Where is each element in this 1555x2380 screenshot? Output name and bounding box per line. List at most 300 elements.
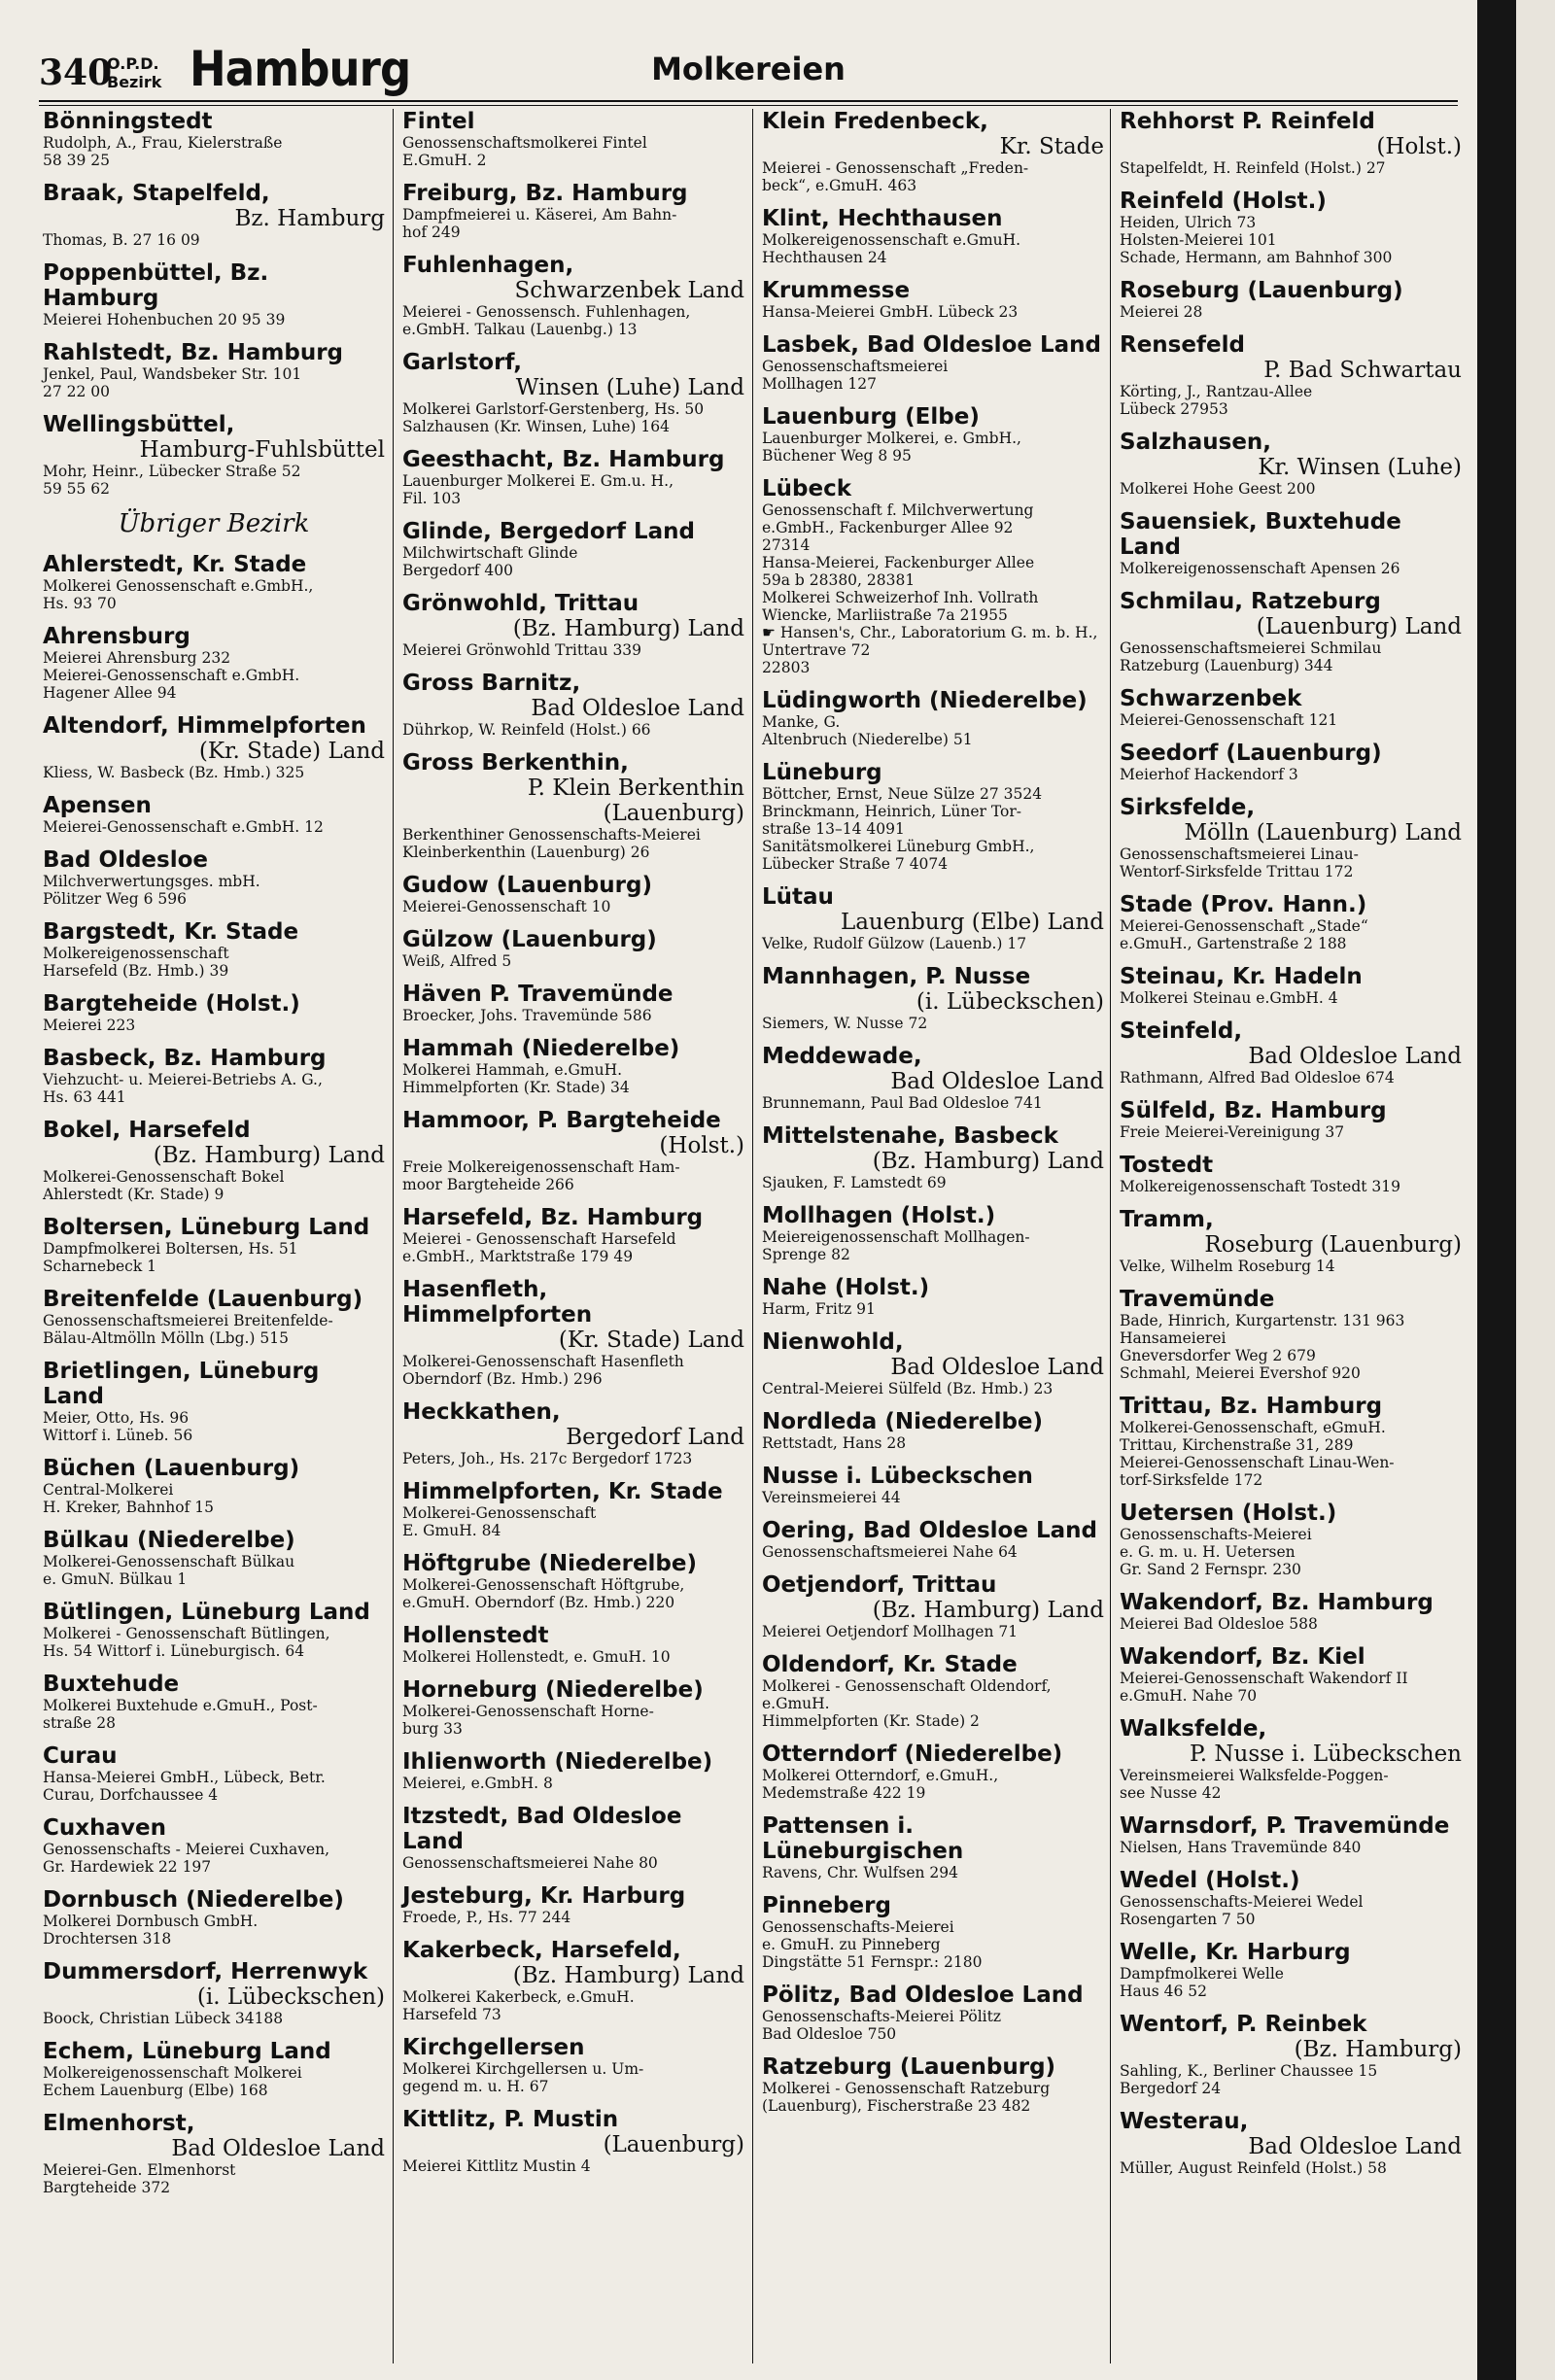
entry xyxy=(1120,189,1462,266)
entry-place-district: Bad Oldesloe Land xyxy=(171,2136,385,2161)
entry-place xyxy=(43,793,385,818)
entry-detail: Hansameierei xyxy=(1120,1329,1227,1347)
entry-detail: Meierei-Genossenschaft Wakendorf II xyxy=(1120,1670,1408,1687)
entry-place xyxy=(43,1456,385,1481)
entry-place xyxy=(402,1399,744,1425)
entry-detail: Meierei - Genossensch. Fuhlenhagen, xyxy=(402,303,691,321)
entry-place-name: Bönningstedt xyxy=(43,109,213,134)
entry-detail: Genossenschaftsmeierei xyxy=(762,358,949,375)
entry-place xyxy=(402,1036,744,1061)
entry-detail: Holsten-Meierei 101 xyxy=(1120,231,1277,249)
column-2 xyxy=(402,109,744,2187)
entry-detail: Meier, Otto, Hs. 96 xyxy=(43,1409,190,1427)
entry-place-name: Wellingsbüttel, xyxy=(43,412,235,437)
entry-place xyxy=(1120,2109,1462,2134)
entry-detail: Gr. Hardewiek 22 197 xyxy=(43,1858,212,1876)
entry-detail: Harsefeld (Bz. Hmb.) 39 xyxy=(43,962,229,980)
entry-place xyxy=(402,1108,744,1133)
entry-place-name: Freiburg, Bz. Hamburg xyxy=(402,181,688,206)
entry-place-name: Reinfeld (Holst.) xyxy=(1120,189,1327,214)
entry-place-name: Gross Berkenthin, xyxy=(402,750,629,776)
entry-place-name: Breitenfelde (Lauenburg) xyxy=(43,1287,363,1312)
entry xyxy=(762,332,1104,393)
entry xyxy=(1120,1813,1462,1856)
entry-place xyxy=(762,278,1104,303)
entry xyxy=(402,1277,744,1388)
entry-detail: Körting, J., Rantzau-Allee xyxy=(1120,383,1313,400)
entry xyxy=(762,688,1104,748)
entry-place-name: Itzstedt, Bad Oldesloe Land xyxy=(402,1804,682,1854)
entry-detail: Curau, Dorfchaussee 4 xyxy=(43,1786,219,1804)
entry-place-name: Hasenfleth, Himmelpforten xyxy=(402,1277,593,1328)
entry-place xyxy=(402,1205,744,1230)
entry-detail: Mohr, Heinr., Lübecker Straße 52 xyxy=(43,463,301,480)
entry-place xyxy=(43,847,385,873)
entry-place-district: Hamburg-Fuhlsbüttel xyxy=(139,437,385,463)
entry-detail: Molkerei-Genossenschaft xyxy=(402,1504,597,1522)
entry xyxy=(1120,1394,1462,1489)
entry xyxy=(43,624,385,702)
entry-place xyxy=(1120,1590,1462,1615)
entry-place xyxy=(402,447,744,472)
entry-place xyxy=(402,2107,744,2132)
entry-detail: Viehzucht- u. Meierei-Betriebs A. G., xyxy=(43,1071,323,1088)
entry-place-name: Hammah (Niederelbe) xyxy=(402,1036,680,1061)
entry-place-district: (Kr. Stade) Land xyxy=(558,1328,744,1353)
entry-place xyxy=(762,476,1104,501)
entry xyxy=(762,1203,1104,1263)
entry-detail: Molkereigenossenschaft Molkerei xyxy=(43,2064,302,2082)
entry-place-name: Bütlingen, Lüneburg Land xyxy=(43,1600,370,1625)
entry-detail: Genossenschafts-Meierei Pölitz xyxy=(762,2008,1002,2025)
entry-place xyxy=(1120,795,1462,820)
entry-place-district: P. Bad Schwartau xyxy=(1263,358,1462,383)
entry xyxy=(762,476,1104,676)
entry xyxy=(43,1118,385,1203)
entry-place-name: Lauenburg (Elbe) xyxy=(762,404,980,430)
entry-detail: torf-Sirksfelde 172 xyxy=(1120,1471,1263,1489)
entry-detail: Meierei Oetjendorf Mollhagen 71 xyxy=(762,1623,1019,1640)
entry xyxy=(1120,589,1462,674)
entry-place xyxy=(1120,1940,1462,1965)
entry-place-name: Büchen (Lauenburg) xyxy=(43,1456,300,1481)
entry-place-name: Basbeck, Bz. Hamburg xyxy=(43,1046,327,1071)
entry-detail: Meierei, e.GmbH. 8 xyxy=(402,1775,553,1792)
entry-place-district: Bz. Hamburg xyxy=(234,206,385,231)
entry-place-name: Häven P. Travemünde xyxy=(402,982,674,1007)
entry-detail: Velke, Rudolf Gülzow (Lauenb.) 17 xyxy=(762,935,1027,952)
entry-place xyxy=(762,2054,1104,2080)
entry-detail: Molkerei Kakerbeck, e.GmuH. xyxy=(402,1988,635,2006)
entry-place-name: Krummesse xyxy=(762,278,911,303)
entry-detail: Thomas, B. 27 16 09 xyxy=(43,231,200,249)
entry-place xyxy=(1120,2012,1462,2037)
entry-detail: Hansa-Meierei GmbH., Lübeck, Betr. xyxy=(43,1769,326,1786)
page-number: 340 xyxy=(39,52,113,93)
entry-place-name: Grönwohld, Trittau xyxy=(402,591,639,616)
entry-detail: Meierhof Hackendorf 3 xyxy=(1120,766,1298,783)
entry-detail: Freie Molkereigenossenschaft Ham- xyxy=(402,1158,680,1176)
entry-place xyxy=(762,1652,1104,1677)
entry-place-name: Nahe (Holst.) xyxy=(762,1275,930,1300)
entry-detail: Meierei Kittlitz Mustin 4 xyxy=(402,2157,591,2175)
entry-place-district: Bergedorf Land xyxy=(566,1425,744,1450)
entry-detail: 22803 xyxy=(762,659,811,676)
entry xyxy=(1120,2109,1462,2177)
entry-place xyxy=(762,1203,1104,1228)
entry-place xyxy=(1120,430,1462,455)
entry-place-district: P. Klein Berkenthin (Lauenburg) xyxy=(527,776,744,826)
entry xyxy=(402,181,744,241)
entry xyxy=(762,1742,1104,1802)
entry-place xyxy=(402,109,744,134)
entry-detail: e. G. m. u. H. Uetersen xyxy=(1120,1543,1296,1561)
entry-place xyxy=(1120,1716,1462,1742)
entry-place-name: Sirksfelde, xyxy=(1120,795,1256,820)
entry-place-name: Höftgrube (Niederelbe) xyxy=(402,1551,698,1576)
entry xyxy=(402,1883,744,1926)
entry-place-name: Warnsdorf, P. Travemünde xyxy=(1120,1813,1450,1839)
entry-place-name: Apensen xyxy=(43,793,152,818)
entry-detail: Hechthausen 24 xyxy=(762,249,887,266)
entry-place xyxy=(43,1887,385,1913)
entry-place-name: Rahlstedt, Bz. Hamburg xyxy=(43,340,344,365)
entry xyxy=(43,919,385,980)
entry-place-name: Bülkau (Niederelbe) xyxy=(43,1528,295,1553)
entry-place xyxy=(43,624,385,649)
entry xyxy=(402,982,744,1024)
entry-detail: e.GmbH. Talkau (Lauenbg.) 13 xyxy=(402,321,638,338)
entry xyxy=(1120,1500,1462,1578)
entry-place xyxy=(1120,109,1462,134)
entry-detail: (Lauenburg), Fischerstraße 23 482 xyxy=(762,2097,1031,2115)
entry-place xyxy=(43,2111,385,2136)
entry-place xyxy=(1120,741,1462,766)
entry-detail: ☛ Hansen's, Chr., Laboratorium G. m. b. H., Untertrave 72 xyxy=(762,624,1098,659)
entry-place-district: (Kr. Stade) Land xyxy=(198,739,385,764)
entry-place-name: Lübeck xyxy=(762,476,852,501)
entry-detail: Genossenschaft f. Milchverwertung xyxy=(762,501,1034,519)
entry xyxy=(762,1044,1104,1112)
entry-detail: Genossenschaftsmeierei Schmilau xyxy=(1120,639,1382,657)
entry-place xyxy=(762,1275,1104,1300)
entry-detail: E. GmuH. 84 xyxy=(402,1522,501,1539)
entry-detail: Molkerei - Genossenschaft Oldendorf, xyxy=(762,1677,1052,1695)
entry-place xyxy=(762,404,1104,430)
entry-place xyxy=(1120,278,1462,303)
entry xyxy=(43,1046,385,1106)
entry-place xyxy=(43,1528,385,1553)
entry-detail: Hansa-Meierei GmbH. Lübeck 23 xyxy=(762,303,1019,321)
entry xyxy=(43,2039,385,2099)
entry xyxy=(43,1959,385,2027)
entry xyxy=(43,1672,385,1732)
entry xyxy=(402,447,744,507)
entry xyxy=(1120,1018,1462,1087)
entry-detail: Hs. 54 Wittorf i. Lüneburgisch. 64 xyxy=(43,1642,305,1660)
entry-detail: Müller, August Reinfeld (Holst.) 58 xyxy=(1120,2159,1387,2177)
entry-place xyxy=(43,1118,385,1143)
entry-place-name: Seedorf (Lauenburg) xyxy=(1120,741,1382,766)
entry-detail: Manke, G. xyxy=(762,713,841,731)
entry-place-name: Heckkathen, xyxy=(402,1399,561,1425)
entry-place-name: Stade (Prov. Hann.) xyxy=(1120,892,1367,917)
entry-place-name: Ihlienworth (Niederelbe) xyxy=(402,1749,713,1775)
entry-place xyxy=(402,1277,744,1328)
entry-place-name: Kakerbeck, Harsefeld, xyxy=(402,1938,681,1963)
entry-place-name: Oering, Bad Oldesloe Land xyxy=(762,1518,1097,1543)
entry-place-name: Welle, Kr. Harburg xyxy=(1120,1940,1351,1965)
entry-detail: Milchverwertungsges. mbH. xyxy=(43,873,260,890)
entry-place-district: Bad Oldesloe Land xyxy=(1248,2134,1462,2159)
entry xyxy=(43,181,385,249)
entry-detail: Molkereigenossenschaft xyxy=(43,945,229,962)
entry xyxy=(402,1623,744,1666)
entry-detail: Meierei 223 xyxy=(43,1017,136,1034)
entry xyxy=(402,1804,744,1872)
entry xyxy=(1120,1868,1462,1928)
entry-detail: 27 22 00 xyxy=(43,383,111,400)
entry-detail: Vereinsmeierei Walksfelde-Poggen- xyxy=(1120,1767,1389,1784)
entry-detail: Genossenschafts-Meierei Wedel xyxy=(1120,1893,1364,1911)
header-rule-thin xyxy=(39,105,1458,106)
entry-place-name: Sülfeld, Bz. Hamburg xyxy=(1120,1098,1387,1123)
entry-place-district: (Bz. Hamburg) Land xyxy=(872,1149,1104,1174)
entry xyxy=(1120,278,1462,321)
entry-detail: Molkerei Garlstorf-Gerstenberg, Hs. 50 xyxy=(402,400,705,418)
entry xyxy=(43,552,385,612)
entry-place-name: Roseburg (Lauenburg) xyxy=(1120,278,1403,303)
header-rule xyxy=(39,100,1458,102)
entry xyxy=(762,1572,1104,1640)
entry-place-name: Cuxhaven xyxy=(43,1815,166,1841)
entry xyxy=(1120,795,1462,880)
entry xyxy=(762,206,1104,266)
entry xyxy=(43,1456,385,1516)
entry xyxy=(762,1464,1104,1506)
entry xyxy=(43,991,385,1034)
column-4 xyxy=(1120,109,1462,2189)
bezirk-text: Bezirk xyxy=(107,73,162,91)
district-title: Hamburg xyxy=(190,41,411,97)
entry-place-name: Pattensen i. Lüneburgischen xyxy=(762,1813,964,1864)
entry xyxy=(43,847,385,908)
entry-detail: Himmelpforten (Kr. Stade) 34 xyxy=(402,1079,630,1096)
entry-place-district: (Lauenburg) Land xyxy=(1256,614,1462,639)
entry-place-district: (i. Lübeckschen) xyxy=(916,989,1104,1015)
entry-place-name: Fintel xyxy=(402,109,475,134)
entry xyxy=(1120,509,1462,577)
entry-detail: Meierei-Genossenschaft 121 xyxy=(1120,711,1338,729)
entry-place-district: Lauenburg (Elbe) Land xyxy=(840,910,1104,935)
entry-detail: e. GmuH. zu Pinneberg xyxy=(762,1936,941,1953)
entry-place xyxy=(402,1883,744,1909)
entry-detail: gegend m. u. H. 67 xyxy=(402,2078,549,2095)
entry xyxy=(402,671,744,739)
entry-place-district: (i. Lübeckschen) xyxy=(196,1984,385,2010)
entry xyxy=(762,404,1104,465)
entry-place-name: Meddewade, xyxy=(762,1044,922,1069)
entry-detail: e.GmuH., Gartenstraße 2 188 xyxy=(1120,935,1347,952)
entry-place-name: Kirchgellersen xyxy=(402,2035,585,2060)
entry xyxy=(762,278,1104,321)
entry-detail: Scharnebeck 1 xyxy=(43,1258,157,1275)
entry-detail: Molkerei Dornbusch GmbH. xyxy=(43,1913,259,1930)
entry-place xyxy=(43,1815,385,1841)
entry-place-district: Kr. Winsen (Luhe) xyxy=(1258,455,1462,480)
entry-place xyxy=(762,1123,1104,1149)
entry-detail: Brinckmann, Heinrich, Lüner Tor- xyxy=(762,803,1021,820)
entry-place-name: Schwarzenbek xyxy=(1120,686,1302,711)
entry-place xyxy=(762,884,1104,910)
entry-place xyxy=(762,1464,1104,1489)
entry-place xyxy=(402,1749,744,1775)
entry-place-district: (Lauenburg) xyxy=(603,2132,744,2157)
entry-detail: Meierei Grönwohld Trittau 339 xyxy=(402,641,642,659)
entry-detail: Molkerei Otterndorf, e.GmuH., xyxy=(762,1767,999,1784)
entry-place xyxy=(1120,509,1462,560)
entry-place-name: Mannhagen, P. Nusse xyxy=(762,964,1031,989)
entry-detail: Sprenge 82 xyxy=(762,1246,850,1263)
entry-place xyxy=(43,991,385,1017)
entry-detail: Haus 46 52 xyxy=(1120,1983,1207,2000)
entry-place xyxy=(402,591,744,616)
entry-place-name: Elmenhorst, xyxy=(43,2111,195,2136)
entry xyxy=(43,793,385,836)
entry xyxy=(43,1743,385,1804)
entry-place-district: Kr. Stade xyxy=(999,134,1104,159)
entry-place-name: Jesteburg, Kr. Harburg xyxy=(402,1883,686,1909)
entry-place-name: Mollhagen (Holst.) xyxy=(762,1203,996,1228)
entry xyxy=(1120,2012,1462,2097)
entry-place-name: Klint, Hechthausen xyxy=(762,206,1003,231)
entry-detail: Brunnemann, Paul Bad Oldesloe 741 xyxy=(762,1094,1043,1112)
entry-detail: 27314 xyxy=(762,536,811,554)
entry-place xyxy=(762,1813,1104,1864)
entry-place-name: Garlstorf, xyxy=(402,350,522,375)
entry-place-name: Walksfelde, xyxy=(1120,1716,1267,1742)
entry-detail: Meierei Bad Oldesloe 588 xyxy=(1120,1615,1318,1633)
entry-place-name: Wedel (Holst.) xyxy=(1120,1868,1300,1893)
entry-detail: Harsefeld 73 xyxy=(402,2006,501,2023)
entry-detail: Molkerei-Genossenschaft Hasenfleth xyxy=(402,1353,684,1370)
entry xyxy=(402,2107,744,2175)
entry-place-district: Mölln (Lauenburg) Land xyxy=(1184,820,1462,845)
entry xyxy=(762,964,1104,1032)
entry-detail: Bad Oldesloe 750 xyxy=(762,2025,897,2043)
entry-detail: Hansa-Meierei, Fackenburger Allee xyxy=(762,554,1035,571)
entry-detail: Himmelpforten (Kr. Stade) 2 xyxy=(762,1712,980,1730)
entry-place-name: Rehhorst P. Reinfeld xyxy=(1120,109,1375,134)
entry-detail: Kliess, W. Basbeck (Bz. Hmb.) 325 xyxy=(43,764,305,781)
entry-detail: Jenkel, Paul, Wandsbeker Str. 101 xyxy=(43,365,302,383)
entry-place-name: Nusse i. Lübeckschen xyxy=(762,1464,1033,1489)
entry-place-name: Hollenstedt xyxy=(402,1623,549,1648)
entry-detail: Molkerei Buxtehude e.GmuH., Post- xyxy=(43,1697,318,1714)
entry-place xyxy=(43,1287,385,1312)
entry-detail: Hagener Allee 94 xyxy=(43,684,177,702)
entry-place xyxy=(402,253,744,278)
entry-detail: Freie Meierei-Vereinigung 37 xyxy=(1120,1123,1345,1141)
entry-detail: Boock, Christian Lübeck 34188 xyxy=(43,2010,284,2027)
entry xyxy=(1120,1590,1462,1633)
entry xyxy=(402,109,744,169)
entry-place-name: Bargteheide (Holst.) xyxy=(43,991,300,1017)
entry-place-district: (Bz. Hamburg) Land xyxy=(153,1143,385,1168)
entry-place-name: Bargstedt, Kr. Stade xyxy=(43,919,299,945)
entry-detail: Central-Meierei Sülfeld (Bz. Hmb.) 23 xyxy=(762,1380,1054,1397)
entry-place-name: Lüneburg xyxy=(762,760,882,785)
entry-detail: Molkereigenossenschaft Apensen 26 xyxy=(1120,560,1400,577)
entry-place xyxy=(762,760,1104,785)
entry-detail: Lauenburger Molkerei, e. GmbH., xyxy=(762,430,1021,447)
column-divider xyxy=(1110,109,1111,2363)
entry xyxy=(43,713,385,781)
entry xyxy=(1120,430,1462,498)
entry xyxy=(402,1749,744,1792)
entry-detail: Sahling, K., Berliner Chaussee 15 xyxy=(1120,2062,1378,2080)
entry xyxy=(43,1287,385,1347)
entry-detail: Wiencke, Marliistraße 7a 21955 xyxy=(762,606,1008,624)
entry-place-district: Schwarzenbek Land xyxy=(514,278,744,303)
entry-place xyxy=(402,750,744,776)
entry-place-district: (Bz. Hamburg) xyxy=(1294,2037,1462,2062)
entry-detail: Böttcher, Ernst, Neue Sülze 27 3524 xyxy=(762,785,1043,803)
entry-place-name: Tostedt xyxy=(1120,1153,1214,1178)
entry-place xyxy=(43,1600,385,1625)
entry xyxy=(1120,1644,1462,1705)
entry-place-name: Oldendorf, Kr. Stade xyxy=(762,1652,1018,1677)
entry-detail: Meierei-Gen. Elmenhorst xyxy=(43,2161,236,2179)
entry-place xyxy=(43,1672,385,1697)
entry-place-name: Gudow (Lauenburg) xyxy=(402,873,652,898)
entry-place xyxy=(43,552,385,577)
entry xyxy=(1120,1098,1462,1141)
entry-place xyxy=(1120,686,1462,711)
entry-detail: Milchwirtschaft Glinde xyxy=(402,544,578,562)
entry-detail: hof 249 xyxy=(402,224,461,241)
entry-detail: Molkerei-Genossenschaft Bokel xyxy=(43,1168,285,1186)
entry-detail: Velke, Wilhelm Roseburg 14 xyxy=(1120,1258,1335,1275)
entry-place xyxy=(43,181,385,206)
entry-detail: Heiden, Ulrich 73 xyxy=(1120,214,1257,231)
entry-detail: moor Bargteheide 266 xyxy=(402,1176,574,1193)
entry-place xyxy=(43,1359,385,1409)
entry xyxy=(402,253,744,338)
entry xyxy=(402,1036,744,1096)
entry-detail: Sanitätsmolkerei Lüneburg GmbH., xyxy=(762,838,1035,855)
entry-detail: Rettstadt, Hans 28 xyxy=(762,1434,907,1452)
entry-place-name: Poppenbüttel, Bz. Hamburg xyxy=(43,260,269,311)
entry-place xyxy=(402,873,744,898)
entry-place-name: Fuhlenhagen, xyxy=(402,253,574,278)
entry-detail: Gneversdorfer Weg 2 679 xyxy=(1120,1347,1316,1364)
entry-place xyxy=(762,688,1104,713)
entry-detail: E.GmuH. 2 xyxy=(402,152,487,169)
entry-place xyxy=(762,1044,1104,1069)
entry xyxy=(43,340,385,400)
entry-place-name: Ahrensburg xyxy=(43,624,190,649)
entry-place-district: (Holst.) xyxy=(1376,134,1462,159)
entry-detail: e.GmbH., Fackenburger Allee 92 xyxy=(762,519,1014,536)
entry-detail: Central-Molkerei xyxy=(43,1481,174,1499)
entry-detail: Meierei Hohenbuchen 20 95 39 xyxy=(43,311,286,328)
entry-place xyxy=(762,109,1104,134)
entry-place xyxy=(402,1804,744,1854)
column-1 xyxy=(43,109,385,2208)
entry xyxy=(402,1551,744,1611)
entry-detail: Dampfmolkerei Boltersen, Hs. 51 xyxy=(43,1240,298,1258)
